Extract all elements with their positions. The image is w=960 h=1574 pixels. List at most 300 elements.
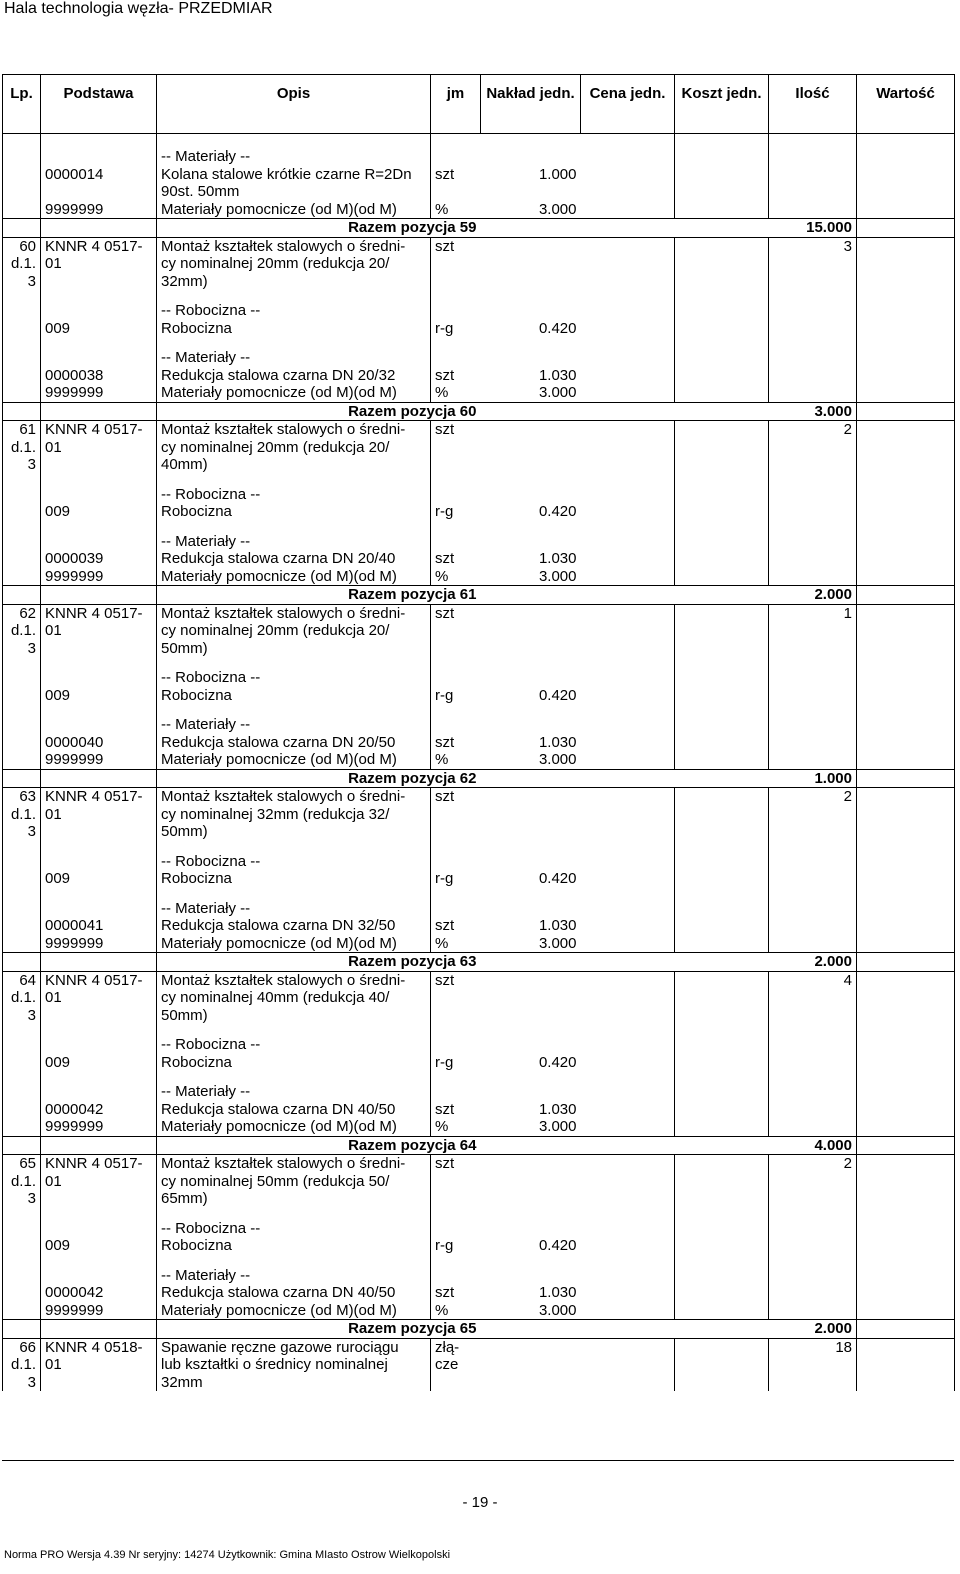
spacer-cell — [157, 134, 431, 149]
lp-cell — [3, 853, 41, 871]
opis-cell: lub kształtki o średnicy nominalnej — [157, 1356, 431, 1374]
lp-cell — [3, 935, 41, 953]
spacer-cell — [431, 1071, 481, 1083]
naklad-cell: 1.030 — [538, 1100, 577, 1118]
jm-cell: szt — [435, 421, 455, 438]
koszt-cell — [675, 255, 769, 273]
spacer-cell — [481, 704, 581, 716]
jm-cell — [431, 1267, 481, 1285]
lp-cell: d.1. — [3, 1173, 41, 1191]
jm-cell: % — [435, 567, 449, 585]
lp-cell — [3, 1101, 41, 1119]
ilosc-cell — [769, 384, 857, 402]
opis-cell: Redukcja stalowa czarna DN 20/50 — [157, 734, 431, 752]
opis-cell: 50mm) — [157, 1007, 431, 1025]
lp-cell — [3, 166, 41, 184]
wartosc-cell — [857, 237, 955, 255]
jm-cell — [431, 1374, 481, 1392]
koszt-cell — [675, 1237, 769, 1255]
naklad-cell — [481, 1155, 581, 1173]
opis-cell: Montaż kształtek stalowych o średni- — [157, 604, 431, 622]
spacer-cell — [431, 337, 481, 349]
spacer-cell — [41, 521, 157, 533]
lp-cell: 63 — [3, 788, 41, 806]
spacer-cell — [857, 841, 955, 853]
lp-cell — [3, 1267, 41, 1285]
podstawa-cell: 9999999 — [41, 1118, 157, 1136]
ilosc-cell — [769, 1237, 857, 1255]
spacer-cell — [157, 1255, 431, 1267]
jm-cell — [431, 302, 481, 320]
naklad-cell — [481, 1220, 581, 1238]
koszt-cell — [675, 751, 769, 769]
cena-cell — [581, 503, 675, 521]
opis-cell: -- Materiały -- — [157, 533, 431, 551]
ilosc-cell: 4 — [769, 971, 857, 989]
koszt-cell — [675, 1054, 769, 1072]
spacer-cell — [769, 290, 857, 302]
koszt-cell — [675, 935, 769, 953]
table-row — [3, 550, 955, 568]
wartosc-cell — [857, 1374, 955, 1392]
podstawa-cell: 01 — [41, 1173, 157, 1191]
wartosc-cell — [857, 823, 955, 841]
spacer-cell — [769, 474, 857, 486]
jm-cell: złą- — [435, 1338, 460, 1356]
opis-cell: Materiały pomocnicze (od M)(od M) — [157, 568, 431, 586]
naklad-cell — [481, 971, 581, 989]
lp-cell — [3, 183, 41, 201]
koszt-cell — [675, 503, 769, 521]
naklad-cell — [481, 1007, 581, 1025]
spacer-cell — [481, 1024, 581, 1036]
wartosc-cell — [857, 604, 955, 622]
wartosc-cell — [857, 349, 955, 367]
cena-cell — [581, 1054, 675, 1072]
ilosc-cell — [769, 201, 857, 219]
ilosc-cell — [769, 1190, 857, 1208]
cena-cell — [581, 669, 675, 687]
ilosc-cell — [769, 1374, 857, 1392]
ilosc-cell — [769, 1220, 857, 1238]
podstawa-cell — [41, 1220, 157, 1238]
lp-cell — [3, 1284, 41, 1302]
podstawa-cell — [41, 823, 157, 841]
jm-cell: szt — [435, 550, 455, 567]
naklad-cell: 3.000 — [538, 1118, 577, 1135]
koszt-cell — [675, 1101, 769, 1119]
naklad-cell — [481, 622, 581, 640]
spacer-cell — [581, 1255, 675, 1267]
lp-cell — [3, 669, 41, 687]
podstawa-cell: 009 — [41, 1054, 157, 1072]
position-total-label: Razem pozycja 59 — [157, 219, 481, 238]
koszt-cell — [675, 823, 769, 841]
jm-cell — [431, 439, 481, 457]
wartosc-cell — [857, 716, 955, 734]
jm-cell — [431, 900, 481, 918]
spacer-cell — [41, 888, 157, 900]
footer-text: Norma PRO Wersja 4.39 Nr seryjny: 14274 Użytkownik: Gmina MIasto Ostrow Wielkopolski — [4, 1549, 451, 1561]
koszt-cell — [675, 201, 769, 219]
spacer-cell — [431, 1024, 481, 1036]
wartosc-cell — [857, 456, 955, 474]
cena-cell — [581, 421, 675, 439]
naklad-cell — [481, 788, 581, 806]
spacer-cell — [769, 337, 857, 349]
spacer-cell — [581, 1208, 675, 1220]
table-row — [3, 1220, 955, 1238]
cena-cell — [581, 320, 675, 338]
spacer-cell — [675, 1024, 769, 1036]
naklad-cell: 0.420 — [538, 1237, 577, 1254]
spacer-row — [3, 657, 955, 669]
naklad-cell: 1.030 — [538, 550, 577, 567]
naklad-cell — [481, 604, 581, 622]
spacer-cell — [3, 474, 41, 486]
opis-cell: cy nominalnej 20mm (redukcja 20/ — [157, 439, 431, 457]
podstawa-cell — [41, 533, 157, 551]
spacer-cell — [675, 1255, 769, 1267]
cena-cell — [581, 604, 675, 622]
ilosc-cell: 1 — [769, 604, 857, 622]
spacer-cell — [157, 474, 431, 486]
lp-cell — [3, 367, 41, 385]
cena-cell — [581, 1284, 675, 1302]
cena-cell — [581, 640, 675, 658]
podstawa-cell — [41, 900, 157, 918]
jm-cell — [431, 148, 481, 166]
lp-cell — [3, 533, 41, 551]
podstawa-cell — [41, 716, 157, 734]
spacer-cell — [675, 841, 769, 853]
table-row — [3, 568, 955, 586]
lp-cell — [3, 734, 41, 752]
header-wartosc: Wartość — [857, 75, 955, 134]
cena-cell — [581, 989, 675, 1007]
wartosc-cell — [857, 1054, 955, 1072]
sum-blank — [3, 219, 41, 238]
position-total-value: 4.000 — [769, 1136, 857, 1155]
position-total-value: 2.000 — [769, 953, 857, 972]
koszt-cell — [675, 1173, 769, 1191]
podstawa-cell: 01 — [41, 439, 157, 457]
sum-blank — [3, 769, 41, 788]
table-row — [3, 1007, 955, 1025]
koszt-cell — [675, 900, 769, 918]
jm-cell: cze — [435, 1356, 459, 1373]
spacer-cell — [41, 1208, 157, 1220]
lp-cell — [3, 486, 41, 504]
lp-cell — [3, 1220, 41, 1238]
table-row — [3, 640, 955, 658]
koszt-cell — [675, 716, 769, 734]
podstawa-cell: KNNR 4 0517- — [41, 421, 157, 439]
position-total-row — [3, 402, 955, 421]
koszt-cell — [675, 273, 769, 291]
cena-cell — [581, 1173, 675, 1191]
ilosc-cell — [769, 806, 857, 824]
jm-cell — [431, 669, 481, 687]
jm-cell — [431, 716, 481, 734]
koszt-cell — [675, 806, 769, 824]
spacer-cell — [581, 337, 675, 349]
wartosc-cell — [857, 1118, 955, 1136]
position-total-label: Razem pozycja 61 — [157, 586, 481, 605]
wartosc-cell — [857, 989, 955, 1007]
sum-blank — [3, 953, 41, 972]
wartosc-cell — [857, 1220, 955, 1238]
table-row — [3, 166, 955, 184]
spacer-cell — [481, 134, 581, 149]
naklad-cell — [481, 255, 581, 273]
koszt-cell — [675, 439, 769, 457]
naklad-cell — [481, 806, 581, 824]
koszt-cell — [675, 1284, 769, 1302]
podstawa-cell: KNNR 4 0517- — [41, 604, 157, 622]
position-total-label: Razem pozycja 64 — [157, 1136, 481, 1155]
cena-cell — [581, 1374, 675, 1392]
table-row — [3, 503, 955, 521]
podstawa-cell: 9999999 — [41, 751, 157, 769]
position-total-value: 2.000 — [769, 586, 857, 605]
podstawa-cell: 01 — [41, 1356, 157, 1374]
table-row — [3, 1374, 955, 1392]
position-total-label: Razem pozycja 65 — [157, 1320, 481, 1339]
spacer-cell — [41, 841, 157, 853]
podstawa-cell: 9999999 — [41, 384, 157, 402]
wartosc-cell — [857, 148, 955, 166]
podstawa-cell: 0000041 — [41, 917, 157, 935]
naklad-cell — [481, 1374, 581, 1392]
opis-cell: Redukcja stalowa czarna DN 40/50 — [157, 1101, 431, 1119]
sum-blank — [41, 586, 157, 605]
ilosc-cell — [769, 1054, 857, 1072]
naklad-cell: 1.030 — [538, 733, 577, 751]
naklad-cell — [481, 853, 581, 871]
wartosc-cell — [857, 971, 955, 989]
wartosc-cell — [857, 421, 955, 439]
wartosc-cell — [857, 550, 955, 568]
wartosc-cell — [857, 439, 955, 457]
jm-cell — [431, 533, 481, 551]
spacer-cell — [857, 1255, 955, 1267]
koszt-cell — [675, 870, 769, 888]
sum-blank — [3, 1136, 41, 1155]
koszt-cell — [675, 989, 769, 1007]
ilosc-cell: 2 — [769, 1155, 857, 1173]
podstawa-cell — [41, 302, 157, 320]
table-row — [3, 1054, 955, 1072]
lp-cell: 64 — [3, 971, 41, 989]
spacer-cell — [675, 888, 769, 900]
koszt-cell — [675, 1356, 769, 1374]
jm-cell: szt — [435, 165, 455, 183]
podstawa-cell: 009 — [41, 503, 157, 521]
opis-cell: Spawanie ręczne gazowe rurociągu — [157, 1338, 431, 1356]
opis-cell: cy nominalnej 32mm (redukcja 32/ — [157, 806, 431, 824]
opis-cell: -- Robocizna -- — [157, 853, 431, 871]
opis-cell: Redukcja stalowa czarna DN 20/32 — [157, 367, 431, 385]
koszt-cell — [675, 669, 769, 687]
wartosc-cell — [857, 1007, 955, 1025]
koszt-cell — [675, 568, 769, 586]
opis-cell: 32mm — [157, 1374, 431, 1392]
lp-cell: d.1. — [3, 622, 41, 640]
opis-cell: -- Materiały -- — [157, 349, 431, 367]
spacer-cell — [675, 1071, 769, 1083]
naklad-cell — [481, 1356, 581, 1374]
spacer-cell — [41, 1024, 157, 1036]
wartosc-cell — [857, 1284, 955, 1302]
spacer-row — [3, 841, 955, 853]
sum-blank — [3, 586, 41, 605]
naklad-cell: 1.030 — [538, 366, 577, 384]
spacer-cell — [769, 841, 857, 853]
header-opis: Opis — [157, 75, 431, 134]
spacer-row — [3, 290, 955, 302]
ilosc-cell: 3 — [769, 237, 857, 255]
lp-cell — [3, 349, 41, 367]
lp-cell — [3, 320, 41, 338]
spacer-row — [3, 474, 955, 486]
lp-cell: d.1. — [3, 989, 41, 1007]
cena-cell — [581, 1101, 675, 1119]
naklad-cell: 3.000 — [538, 200, 577, 218]
lp-cell: d.1. — [3, 439, 41, 457]
opis-cell: 40mm) — [157, 456, 431, 474]
spacer-cell — [857, 657, 955, 669]
sum-blank — [41, 953, 157, 972]
opis-cell: Montaż kształtek stalowych o średni- — [157, 421, 431, 439]
naklad-cell — [481, 1267, 581, 1285]
spacer-cell — [3, 841, 41, 853]
podstawa-cell: 009 — [41, 1237, 157, 1255]
cena-cell — [581, 687, 675, 705]
spacer-cell — [41, 704, 157, 716]
cena-cell — [581, 734, 675, 752]
opis-cell: Materiały pomocnicze (od M)(od M) — [157, 384, 431, 402]
jm-cell — [431, 1220, 481, 1238]
podstawa-cell: 0000038 — [41, 367, 157, 385]
wartosc-cell — [857, 853, 955, 871]
page-number: - 19 - — [462, 1494, 498, 1511]
ilosc-cell — [769, 349, 857, 367]
cena-cell — [581, 1155, 675, 1173]
sum-blank — [3, 402, 41, 421]
ilosc-cell: 2 — [769, 788, 857, 806]
header-koszt: Koszt jedn. — [675, 75, 769, 134]
spacer-cell — [857, 474, 955, 486]
sum-blank — [41, 1136, 157, 1155]
lp-cell: d.1. — [3, 806, 41, 824]
jm-cell — [431, 989, 481, 1007]
wartosc-cell — [857, 201, 955, 219]
jm-cell: szt — [435, 237, 455, 255]
spacer-cell — [857, 1071, 955, 1083]
opis-cell: cy nominalnej 50mm (redukcja 50/ — [157, 1173, 431, 1191]
spacer-cell — [431, 657, 481, 669]
spacer-cell — [581, 704, 675, 716]
koszt-cell — [675, 1155, 769, 1173]
cena-cell — [581, 917, 675, 935]
lp-cell — [3, 201, 41, 219]
opis-cell: Redukcja stalowa czarna DN 32/50 — [157, 917, 431, 935]
table-row — [3, 1118, 955, 1136]
naklad-cell: 1.030 — [538, 1284, 577, 1301]
opis-cell: -- Robocizna -- — [157, 486, 431, 504]
opis-cell: Robocizna — [157, 320, 431, 338]
lp-cell — [3, 1083, 41, 1101]
table-row — [3, 1338, 955, 1356]
naklad-cell — [481, 273, 581, 291]
cena-cell — [581, 1190, 675, 1208]
cena-cell — [581, 201, 675, 219]
sum-blank — [481, 1320, 769, 1339]
podstawa-cell — [41, 669, 157, 687]
opis-cell: Materiały pomocnicze (od M)(od M) — [157, 935, 431, 953]
podstawa-cell: KNNR 4 0517- — [41, 1155, 157, 1173]
cena-cell — [581, 622, 675, 640]
koszt-cell — [675, 1007, 769, 1025]
spacer-cell — [857, 704, 955, 716]
wartosc-cell — [857, 166, 955, 184]
wartosc-cell — [857, 1302, 955, 1320]
koszt-cell — [675, 853, 769, 871]
podstawa-cell: 0000039 — [41, 550, 157, 568]
wartosc-cell — [857, 1190, 955, 1208]
opis-cell: Robocizna — [157, 1054, 431, 1072]
sum-blank — [481, 1136, 769, 1155]
opis-cell: Materiały pomocnicze (od M)(od M) — [157, 1302, 431, 1320]
jm-cell — [431, 273, 481, 291]
podstawa-cell — [41, 456, 157, 474]
koszt-cell — [675, 421, 769, 439]
lp-cell — [3, 148, 41, 166]
opis-cell: -- Materiały -- — [157, 900, 431, 918]
position-total-row — [3, 1136, 955, 1155]
table-row — [3, 917, 955, 935]
cena-cell — [581, 1302, 675, 1320]
naklad-cell — [481, 302, 581, 320]
cena-cell — [581, 439, 675, 457]
table-row — [3, 788, 955, 806]
jm-cell: r-g — [435, 686, 454, 704]
cena-cell — [581, 166, 675, 184]
podstawa-cell — [41, 1007, 157, 1025]
lp-cell — [3, 917, 41, 935]
naklad-cell — [481, 486, 581, 504]
cena-cell — [581, 1267, 675, 1285]
cena-cell — [581, 788, 675, 806]
ilosc-cell — [769, 669, 857, 687]
ilosc-cell — [769, 640, 857, 658]
podstawa-cell — [41, 183, 157, 201]
spacer-cell — [431, 1255, 481, 1267]
opis-cell: Robocizna — [157, 687, 431, 705]
table-row — [3, 421, 955, 439]
wartosc-cell — [857, 1083, 955, 1101]
spacer-cell — [675, 290, 769, 302]
lp-cell — [3, 384, 41, 402]
koszt-cell — [675, 302, 769, 320]
opis-cell: Montaż kształtek stalowych o średni- — [157, 237, 431, 255]
podstawa-cell — [41, 640, 157, 658]
table-row — [3, 384, 955, 402]
spacer-cell — [769, 1255, 857, 1267]
header-naklad: Nakład jedn. — [481, 75, 581, 134]
lp-cell: 3 — [3, 1190, 41, 1208]
